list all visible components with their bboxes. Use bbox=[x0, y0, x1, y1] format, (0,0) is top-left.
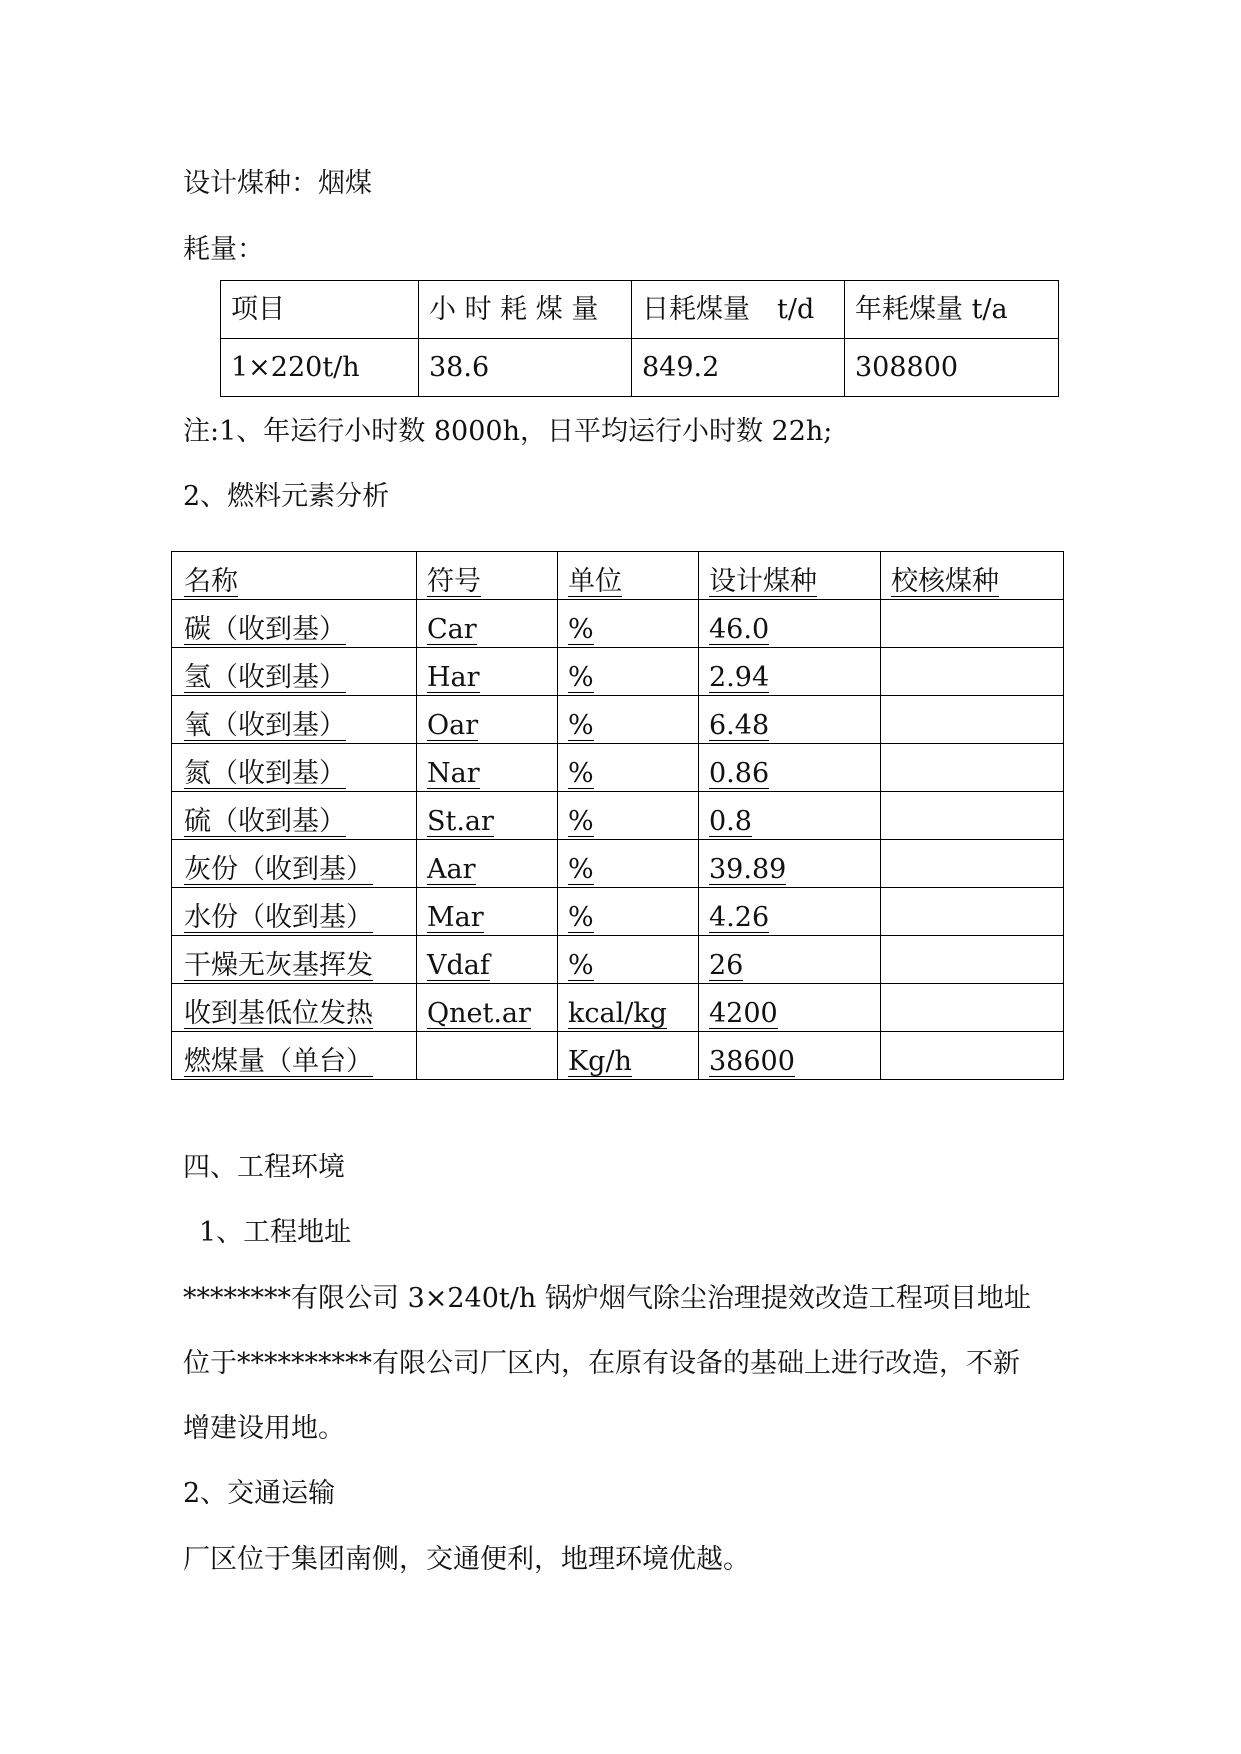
table-cell: 38.6 bbox=[419, 339, 632, 397]
table-cell: 4.26 bbox=[699, 888, 881, 936]
table-cell bbox=[881, 936, 1064, 984]
header-cell: 小 时 耗 煤 量 bbox=[419, 281, 632, 339]
header-cell: 设计煤种 bbox=[699, 552, 881, 600]
table-cell: Qnet.ar bbox=[417, 984, 558, 1032]
header-cell: 校核煤种 bbox=[881, 552, 1064, 600]
table-cell: 2.94 bbox=[699, 648, 881, 696]
table-cell bbox=[881, 984, 1064, 1032]
table-cell: 26 bbox=[699, 936, 881, 984]
table-cell: % bbox=[558, 696, 699, 744]
transport-paragraph: 厂区位于集团南侧，交通便利，地理环境优越。 bbox=[183, 1544, 750, 1575]
table-cell: % bbox=[558, 792, 699, 840]
table-cell: 氢（收到基） bbox=[172, 648, 417, 696]
table-cell: Aar bbox=[417, 840, 558, 888]
table-cell bbox=[881, 1032, 1064, 1080]
table-cell bbox=[881, 840, 1064, 888]
address-paragraph-line: 位于**********有限公司厂区内，在原有设备的基础上进行改造，不新 bbox=[183, 1348, 1020, 1379]
table-row bbox=[172, 1032, 1064, 1080]
table-cell: 收到基低位发热 bbox=[172, 984, 417, 1032]
table-cell: Oar bbox=[417, 696, 558, 744]
table-cell: 硫（收到基） bbox=[172, 792, 417, 840]
consumption-title: 耗量： bbox=[183, 234, 264, 265]
address-paragraph-line: 增建设用地。 bbox=[183, 1413, 345, 1444]
table-cell: 46.0 bbox=[699, 600, 881, 648]
coal-consumption-table bbox=[220, 280, 1059, 397]
table-row bbox=[172, 984, 1064, 1032]
table-cell: 氧（收到基） bbox=[172, 696, 417, 744]
table-cell: % bbox=[558, 840, 699, 888]
table-cell bbox=[417, 1032, 558, 1080]
header-cell: 日耗煤量 t/d bbox=[632, 281, 845, 339]
section-title: 四、工程环境 bbox=[183, 1152, 345, 1183]
table-row bbox=[172, 888, 1064, 936]
table-cell: kcal/kg bbox=[558, 984, 699, 1032]
table-cell: 39.89 bbox=[699, 840, 881, 888]
design-coal-line: 设计煤种：烟煤 bbox=[183, 168, 372, 199]
table-row bbox=[172, 696, 1064, 744]
note-operating-hours: 注:1、年运行小时数 8000h，日平均运行小时数 22h; bbox=[183, 416, 833, 447]
subsection-title-address: 1、工程地址 bbox=[199, 1217, 352, 1248]
table-cell: % bbox=[558, 888, 699, 936]
table-cell: Mar bbox=[417, 888, 558, 936]
table-row bbox=[221, 339, 1059, 397]
table-cell: Vdaf bbox=[417, 936, 558, 984]
table-cell: 849.2 bbox=[632, 339, 845, 397]
table-cell: 水份（收到基） bbox=[172, 888, 417, 936]
table-cell bbox=[881, 792, 1064, 840]
table-cell: Nar bbox=[417, 744, 558, 792]
table-cell: % bbox=[558, 936, 699, 984]
table-cell bbox=[881, 600, 1064, 648]
table-cell: 碳（收到基） bbox=[172, 600, 417, 648]
header-cell: 单位 bbox=[558, 552, 699, 600]
table-cell: Har bbox=[417, 648, 558, 696]
table-cell: 0.8 bbox=[699, 792, 881, 840]
table-row bbox=[172, 600, 1064, 648]
note-fuel-analysis: 2、燃料元素分析 bbox=[183, 481, 390, 512]
table-cell: % bbox=[558, 744, 699, 792]
subsection-title-transport: 2、交通运输 bbox=[183, 1478, 336, 1509]
table-cell: 燃煤量（单台） bbox=[172, 1032, 417, 1080]
table-row bbox=[172, 648, 1064, 696]
header-cell: 符号 bbox=[417, 552, 558, 600]
table-cell: Kg/h bbox=[558, 1032, 699, 1080]
table-cell: 灰份（收到基） bbox=[172, 840, 417, 888]
table-cell: 6.48 bbox=[699, 696, 881, 744]
header-cell: 名称 bbox=[172, 552, 417, 600]
table-cell: 干燥无灰基挥发 bbox=[172, 936, 417, 984]
address-paragraph-line: ********有限公司 3×240t/h 锅炉烟气除尘治理提效改造工程项目地址 bbox=[183, 1283, 1031, 1314]
table-cell: % bbox=[558, 600, 699, 648]
table-row bbox=[172, 840, 1064, 888]
table-cell bbox=[881, 696, 1064, 744]
table-cell: 4200 bbox=[699, 984, 881, 1032]
fuel-analysis-table bbox=[171, 551, 1064, 1080]
table-header-row bbox=[221, 281, 1059, 339]
table-row bbox=[172, 792, 1064, 840]
table-header-row bbox=[172, 552, 1064, 600]
table-cell: % bbox=[558, 648, 699, 696]
table-cell: 0.86 bbox=[699, 744, 881, 792]
table-cell: 38600 bbox=[699, 1032, 881, 1080]
table-row bbox=[172, 744, 1064, 792]
header-cell: 项目 bbox=[221, 281, 419, 339]
table-cell: 308800 bbox=[845, 339, 1059, 397]
table-cell: 氮（收到基） bbox=[172, 744, 417, 792]
table-cell bbox=[881, 888, 1064, 936]
table-cell: 1×220t/h bbox=[221, 339, 419, 397]
header-cell: 年耗煤量 t/a bbox=[845, 281, 1059, 339]
table-row bbox=[172, 936, 1064, 984]
table-cell: St.ar bbox=[417, 792, 558, 840]
table-cell: Car bbox=[417, 600, 558, 648]
table-cell bbox=[881, 648, 1064, 696]
table-cell bbox=[881, 744, 1064, 792]
